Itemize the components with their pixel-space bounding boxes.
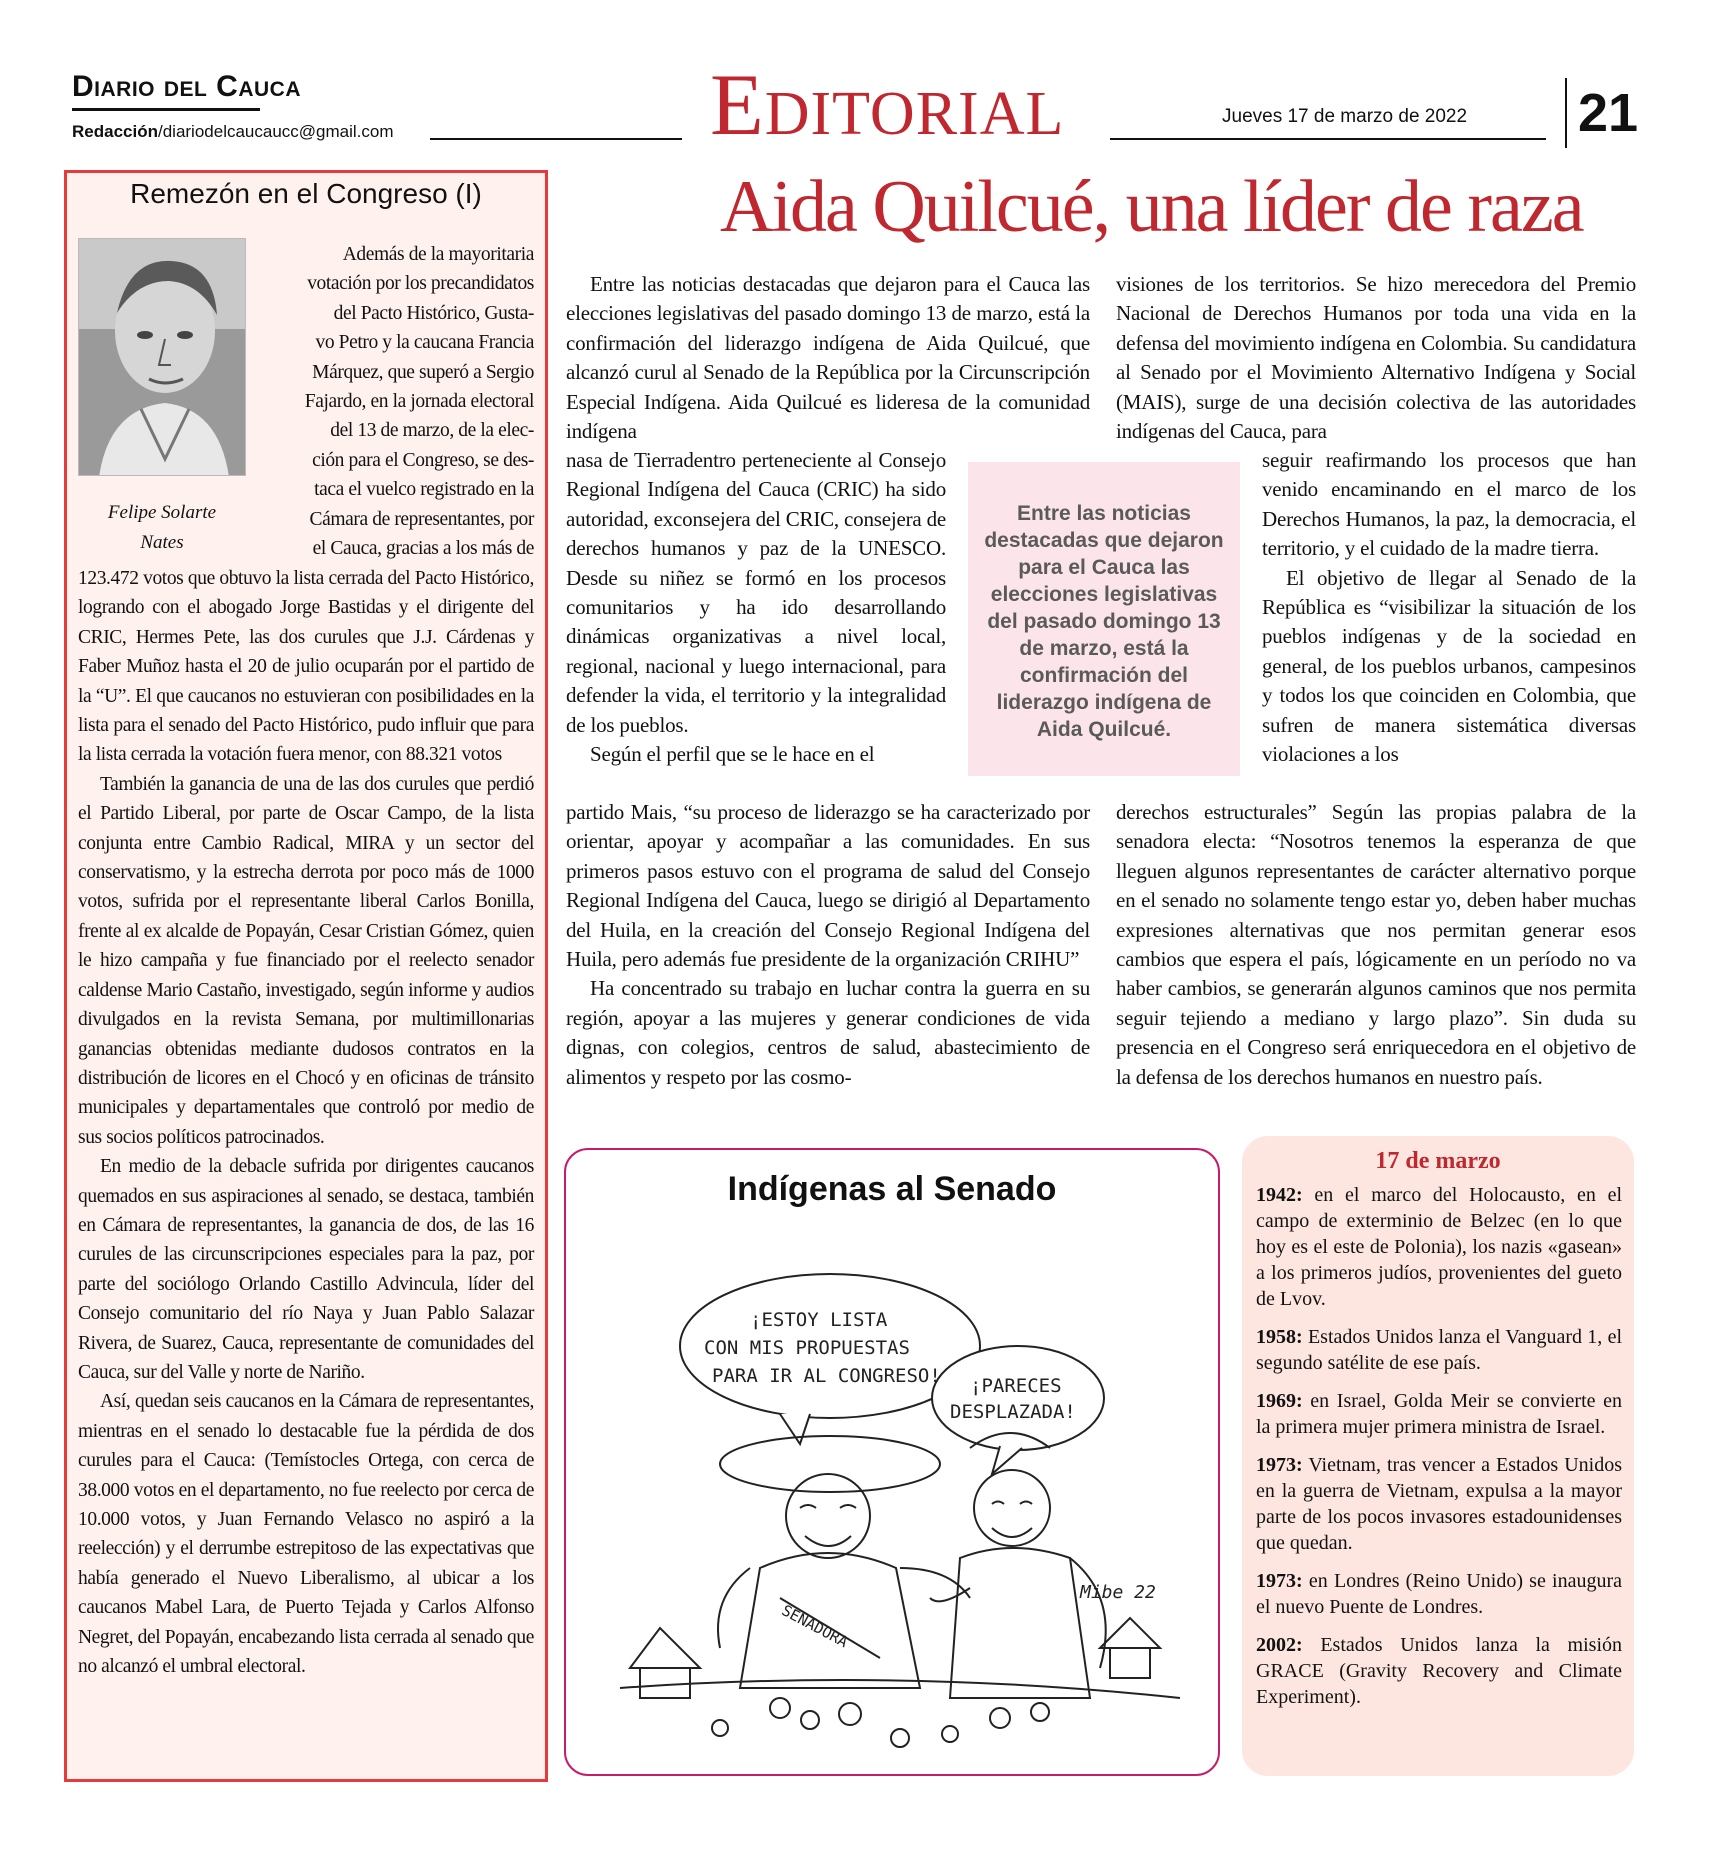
efemeride-item — [1256, 1632, 1622, 1710]
masthead-rule — [72, 108, 260, 111]
column-paragraph: También la ganancia de una de las dos curules que perdió el Partido Liberal, por parte de Oscar Campo, de la lista conjunta entre Cambio Radical, MIRA y un sector del conservatismo, y la estrecha derrota por poco más de 1000 votos, sufrida por el representante liberal Carlos Bonilla, frente al ex alcalde de Popayán, Cesar Cristian Gómez, quien le hizo campaña y fue financiado por el reelecto senador caldense Mario Castaño, investigado, según informe y audios divulgados en la revista Semana, por multimillonarias ganancias obtenidas mediante dudosos contratos en la distribución de licores en el Chocó y en oficinas de tránsito municipales y departamentales que controló por medio de sus socios políticos patrocinados. — [78, 773, 534, 1148]
column-line: del 13 de marzo, de la elec- — [330, 420, 534, 442]
pullquote-text: Entre las noticias destacadas que dejaron para el Cauca las elecciones legislativas del pasado domingo 13 de marzo, está la confirmación del liderazgo indígena de Aida Quilcué. — [984, 502, 1224, 741]
editorial-headline: Aida Quilcué, una líder de raza — [720, 166, 1583, 248]
column-line: Cámara de representantes, por — [309, 508, 534, 530]
efemeride-year: 1973: — [1256, 1570, 1303, 1592]
column-line: vo Petro y la caucana Francia — [315, 332, 534, 354]
efemeride-text: Estados Unidos lanza el Vanguard 1, el segundo satélite de ese país. — [1256, 1326, 1623, 1374]
efemeride-item — [1256, 1324, 1622, 1376]
editorial-paragraph: nasa de Tierradentro perteneciente al Consejo Regional Indígena del Cauca (CRIC) ha sido autoridad, exconsejera del CRIC, consejera de derechos humanos y paz de la UNESCO. Desde su niñez se formó en los procesos comunitarios y ha ido desarrollando dinámicas organizativas a nivel local, regional, nacional y luego internacional, para defender la vida, el territorio y la integralidad de los pueblos. — [566, 448, 946, 737]
redaccion-line — [72, 122, 394, 142]
efemeride-item — [1256, 1182, 1622, 1312]
efemeride-text: Vietnam, tras vencer a Estados Unidos en la guerra de Vietnam, expulsa a la mayor parte de los pocos invasores estadounidenses que quedan. — [1256, 1454, 1622, 1554]
issue-date: Jueves 17 de marzo de 2022 — [1222, 106, 1468, 127]
column-body — [78, 564, 534, 1681]
bubble-right-line: DESPLAZADA! — [950, 1401, 1076, 1423]
author-name-line1: Felipe Solarte — [107, 502, 217, 523]
efemeride-text: en Israel, Golda Meir se convierte en la primera mujer primera ministra de Israel. — [1256, 1390, 1622, 1438]
editorial-col-b-top — [1116, 270, 1636, 446]
efemeride-item — [1256, 1388, 1622, 1440]
efemeride-text: en Londres (Reino Unido) se inaugura el nuevo Puente de Londres. — [1256, 1570, 1623, 1618]
efemerides-list — [1256, 1182, 1622, 1722]
author-caption — [86, 498, 238, 558]
page-number-divider — [1565, 78, 1567, 148]
editorial-paragraph: visiones de los territorios. Se hizo merecedora del Premio Nacional de Derechos Humanos por toda una vida en la defensa del movimiento indígena en Colombia. Su candidatura al Senado por el Movimiento Alternativo Indígena y Social (MAIS), surge de una decisión colectiva de las autoridades indígenas del Cauca, para — [1116, 272, 1636, 444]
editorial-col-b-bottom — [1116, 798, 1636, 1092]
efemerides-title: 17 de marzo — [1375, 1148, 1501, 1174]
column-line: Fajardo, en la jornada electoral — [304, 391, 534, 413]
editorial-col-a-bottom — [566, 798, 1090, 1092]
section-title: Editorial — [710, 57, 1065, 154]
sash-text: SENADORA — [778, 1601, 851, 1652]
header-rule-left — [430, 138, 682, 140]
column-line: Además de la mayoritaria — [342, 244, 534, 265]
editorial-paragraph: Ha concentrado su trabajo en luchar contra la guerra en su región, apoyar a las mujeres y generar condiciones de vida dignas, con colegios, centros de salud, abastecimiento de alimentos y respeto por las cosmo- — [566, 976, 1090, 1089]
column-line: del Pacto Histórico, Gusta- — [333, 302, 534, 324]
author-photo — [78, 238, 246, 476]
editorial-paragraph: partido Mais, “su proceso de liderazgo se ha caracterizado por orientar, apoyar y acompañar a las comunidades. En sus primeros pasos estuvo con el programa de salud del Consejo Regional Indígena del Cauca, luego se dirigió al Departamento del Huila, en la creación del Consejo Regional Indígena del Huila, pero además fue presidente de la organización CRIHU” — [566, 800, 1090, 972]
header-rule-right — [1110, 138, 1546, 140]
bubble-left-line: CON MIS PROPUESTAS — [704, 1337, 910, 1359]
editorial-col-b-narrow — [1262, 446, 1636, 769]
efemeride-text: Estados Unidos lanza la misión GRACE (Gravity Recovery and Climate Experiment). — [1256, 1634, 1623, 1708]
efemeride-item — [1256, 1568, 1622, 1620]
bubble-right-line: ¡PARECES — [970, 1375, 1062, 1397]
redaccion-email: /diariodelcaucaucc@gmail.com — [157, 122, 394, 141]
editorial-col-a-narrow — [566, 446, 946, 769]
redaccion-label: Redacción — [72, 122, 158, 141]
column-title: Remezón en el Congreso (I) — [130, 178, 482, 209]
page-number: 21 — [1578, 83, 1639, 143]
editorial-paragraph: Entre las noticias destacadas que dejaron para el Cauca las elecciones legislativas del pasado domingo 13 de marzo, está la confirmación del liderazgo indígena de Aida Quilcué, que alcanzó curul al Senado de la República por la Circunscripción Especial Indígena. Aida Quilcué es lideresa de la comunidad indígena — [566, 272, 1090, 444]
efemeride-text: en el marco del Holocausto, en el campo de exterminio de Belzec (en lo que hoy es el este de Polonia), los nazis «gasean» a los primeros judíos, provenientes del gueto de Lvov. — [1256, 1184, 1623, 1310]
column-line: ción para el Congreso, se des- — [312, 449, 534, 471]
cartoon-title: Indígenas al Senado — [727, 1170, 1057, 1208]
efemeride-year: 1942: — [1256, 1184, 1303, 1206]
editorial-paragraph: seguir reafirmando los procesos que han venido encaminando en el marco de los Derechos Humanos, la paz, la democracia, el territorio, y el cuidado de la madre tierra. — [1262, 448, 1636, 561]
cartoon-illustration — [600, 1268, 1200, 1768]
column-line: Márquez, que superó a Sergio — [312, 361, 534, 383]
bubble-left-line: ¡ESTOY LISTA — [750, 1309, 888, 1331]
author-portrait-image — [79, 239, 246, 476]
column-paragraph: Así, quedan seis caucanos en la Cámara de representantes, mientras en el senado lo destacable fue la pérdida de dos curules para el Cauca: (Temístocles Ortega, con cerca de 38.000 votos en el departamento, no fue reelecto por cerca de 10.000 votos, y Juan Fernando Velasco no aspiró a la reelección) y el derrumbe estrepitoso de las expectativas que había generado el Nuevo Liberalismo, al ubicar a los caucanos Mabel Lara, de Puerto Tejada y Carlos Alfonso Negret, del Popayán, encabezando lista cerrada al senado que no alcanzó el umbral electoral. — [78, 1391, 534, 1678]
editorial-col-a-top — [566, 270, 1090, 446]
editorial-paragraph: El objetivo de llegar al Senado de la República es “visibilizar la situación de los pueblos indígenas y de la sociedad en general, de los pueblos urbanos, campesinos y todos los que coinciden en Colombia, que sufren de manera sistemática diversas violaciones a los — [1262, 565, 1636, 767]
efemeride-year: 2002: — [1256, 1634, 1303, 1656]
masthead: Diario del Cauca — [72, 70, 301, 103]
cartoonist-signature: Mibe 22 — [1080, 1582, 1156, 1603]
bubble-left-line: PARA IR AL CONGRESO! — [712, 1365, 941, 1387]
column-line: taca el vuelco registrado en la — [314, 479, 534, 501]
column-line: el Cauca, gracias a los más de — [312, 538, 534, 560]
column-line: votación por los precandidatos — [307, 273, 534, 295]
column-intro-wrap — [264, 240, 534, 563]
efemeride-item — [1256, 1452, 1622, 1556]
column-paragraph: En medio de la debacle sufrida por dirigentes caucanos quemados en sus aspiraciones al senado, se destaca, también en Cámara de representantes, la ganancia de dos, de las 16 curules de las circunscripciones especiales para la paz, por parte del sociólogo Orlando Castillo Advincula, líder del Consejo comunitario del río Naya y Juan Pablo Salazar Rivera, de Suarez, Cauca, representante de comunidades del Cauca, sur del Valle y norte de Nariño. — [78, 1156, 534, 1383]
efemeride-year: 1969: — [1256, 1390, 1303, 1412]
editorial-paragraph: Según el perfil que se le hace en el — [590, 742, 875, 767]
author-name-line2: Nates — [140, 532, 184, 553]
efemeride-year: 1973: — [1256, 1454, 1303, 1476]
column-paragraph: 123.472 votos que obtuvo la lista cerrada del Pacto Histórico, logrando con el abogado Jorge Bastidas y el dirigente del CRIC, Hermes Pete, las dos curules que J.J. Cárdenas y Faber Muñoz hasta el 20 de julio ocuparán por el partido de la “U”. El que caucanos no estuvieran con posibilidades en la lista para el senado del Pacto Histórico, pudo influir que para la lista cerrada la votación fuera menor, con 88.321 votos — [78, 568, 534, 766]
efemeride-year: 1958: — [1256, 1326, 1303, 1348]
editorial-paragraph: derechos estructurales” Según las propias palabra de la senadora electa: “Nosotros tenemos la esperanza de que lleguen algunos representantes de carácter alternativo porque en el senado no solamente tengo estar yo, deben haber muchas expresiones alternativas que nos permitan generar esos cambios que espera el país, lógicamente en un período no va haber cambios, se generarán algunos caminos que nos permita seguir tejiendo a mediano y largo plazo”. Sin duda su presencia en el Congreso será enriquecedora en el objetivo de la defensa de los derechos humanos en nuestro país. — [1116, 800, 1636, 1089]
